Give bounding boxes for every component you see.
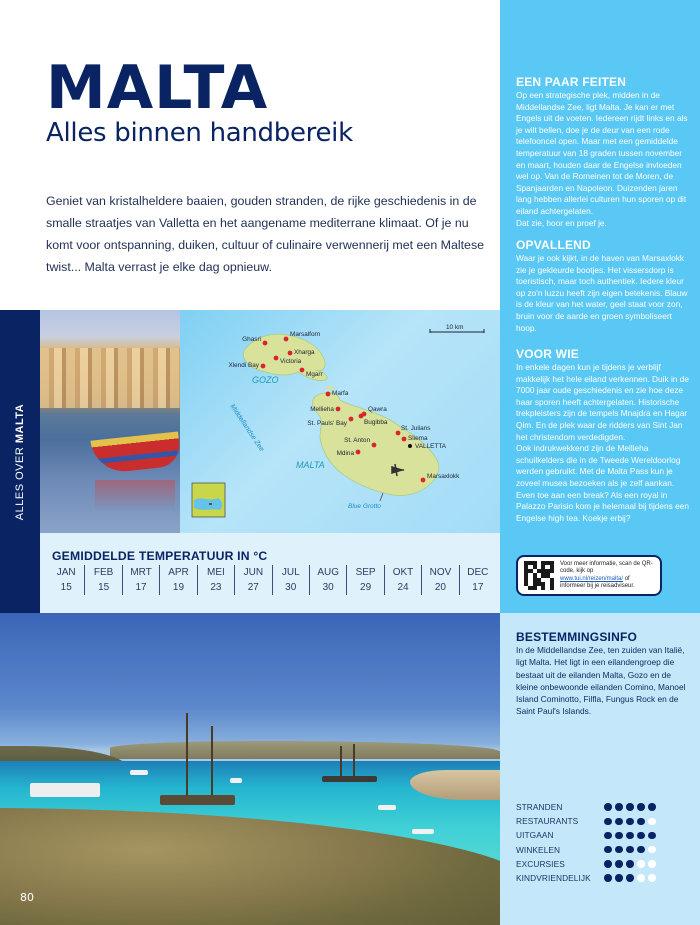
gozo-label: GOZO xyxy=(252,375,279,385)
malta-map xyxy=(180,310,500,533)
temperature-value: 27 xyxy=(247,582,259,593)
motor-boat xyxy=(230,778,242,783)
rating-dot-filled xyxy=(604,874,612,882)
sea-label: Middellandse Zee xyxy=(228,403,266,453)
temperature-value: 30 xyxy=(322,582,334,593)
destination-info-heading: BESTEMMINGSINFO xyxy=(516,630,638,644)
qr-info-text: Voor meer informatie, scan de QR-code, kijk op www.tui.nl/reizen/malta/ of informeer bij je reisadviseur. xyxy=(560,560,653,589)
rating-dot-empty xyxy=(637,860,645,868)
map-place-label: Bugibba xyxy=(364,419,388,426)
temperature-column xyxy=(122,565,159,595)
temperature-value: 17 xyxy=(472,582,484,593)
temperature-month: DEC xyxy=(467,567,489,578)
motor-boat xyxy=(412,829,434,834)
temperature-month: JUL xyxy=(281,567,300,578)
rating-dot-filled xyxy=(615,874,623,882)
ship-mast xyxy=(186,713,188,798)
scale-label: 10 km xyxy=(446,324,464,331)
rating-dots xyxy=(604,818,656,826)
map-place-marker xyxy=(359,414,364,419)
map-place-marker xyxy=(402,437,407,442)
rating-dot-empty xyxy=(648,818,656,826)
ferry-boat xyxy=(30,783,100,797)
map-place-label: Mdina xyxy=(336,450,354,457)
rating-label: RESTAURANTS xyxy=(516,816,579,827)
map-place-marker xyxy=(326,392,331,397)
rating-row xyxy=(516,800,686,814)
temperature-month: MRT xyxy=(130,567,152,578)
temperature-column xyxy=(234,565,271,595)
temperature-month: JUN xyxy=(243,567,264,578)
temperature-column xyxy=(48,565,84,595)
map-place-marker xyxy=(336,407,341,412)
motor-boat xyxy=(378,805,396,810)
map-place-label: Mgarr xyxy=(306,371,323,378)
qr-module xyxy=(550,586,554,590)
motor-boat xyxy=(130,770,148,775)
rating-dot-filled xyxy=(604,860,612,868)
temperature-column xyxy=(459,565,496,595)
temperature-month: SEP xyxy=(355,567,376,578)
map-place-marker xyxy=(421,478,426,483)
temperature-column xyxy=(159,565,196,595)
temperature-value: 17 xyxy=(135,582,147,593)
intro-paragraph: Geniet van kristalheldere baaien, gouden stranden, de rijke geschiedenis in de smalle straatjes van Valletta en het aangename mediterrane klimaat. Of je nu komt voor ontspanning, duiken, cultuur of culinaire verwennerij met een Maltese twist... Malta verrast je elke dag opnieuw. xyxy=(46,194,485,274)
map-place-label: St. Julians xyxy=(401,425,431,432)
fact-block-opvallend xyxy=(516,239,691,334)
temperature-value: 20 xyxy=(434,582,446,593)
blue-grotto-pointer xyxy=(380,493,383,501)
ship-mast xyxy=(211,726,213,798)
rating-dot-filled xyxy=(626,846,634,854)
rating-dot-filled xyxy=(626,874,634,882)
map-place-marker xyxy=(261,364,266,369)
map-place-label: Marfa xyxy=(332,390,349,397)
rating-dot-empty xyxy=(648,874,656,882)
page-number: 80 xyxy=(20,891,34,904)
fact-text: Op een strategische plek, midden in de Middellandse Zee, ligt Malta. Je kan er met Engels uit de voeten. Iedereen rijdt links en als je wilt bellen, doe je de deur van een rode telefooncel open. Maar met een gemiddelde temperatuur van 18 graden tussen november en maart, houden daar de Engelse invloeden wel op. Van de Romeinen tot de Moren, de Spanjaarden en Napoleon. Duizenden jaren lang hebben allerlei culturen hun sporen op dit eiland achtergelaten. Dat zie, hoor en proef je. xyxy=(516,90,688,228)
fact-heading: EEN PAAR FEITEN xyxy=(516,75,627,89)
ratings-list xyxy=(516,800,686,885)
temperature-month: FEB xyxy=(93,567,114,578)
temperature-month: APR xyxy=(168,567,189,578)
map-place-marker xyxy=(372,443,377,448)
temperature-value: 15 xyxy=(98,582,110,593)
temperature-column xyxy=(272,565,309,595)
rating-dots xyxy=(604,832,656,840)
rating-row xyxy=(516,814,686,828)
rating-dot-filled xyxy=(648,832,656,840)
temperature-column xyxy=(421,565,458,595)
rating-dot-filled xyxy=(626,832,634,840)
rating-label: UITGAAN xyxy=(516,830,554,841)
rating-dot-filled xyxy=(626,860,634,868)
map-place-marker xyxy=(356,450,361,455)
rating-dot-empty xyxy=(637,874,645,882)
map-place-label: Marsalforn xyxy=(290,331,321,338)
inset-sea xyxy=(194,498,222,510)
map-place-marker xyxy=(274,356,279,361)
map-place-label: Victoria xyxy=(280,358,302,365)
temperature-heading: GEMIDDELDE TEMPERATUUR IN °C xyxy=(52,549,268,563)
rating-dot-filled xyxy=(626,803,634,811)
rating-dot-empty xyxy=(648,846,656,854)
temperature-column xyxy=(309,565,346,595)
rating-dot-filled xyxy=(615,860,623,868)
sailing-ship xyxy=(160,795,235,805)
page-title: MALTA xyxy=(46,53,269,123)
capital-marker xyxy=(408,444,412,448)
destination-info-text: In de Middellandse Zee, ten zuiden van Italië, ligt Malta. Het ligt in een eilandengroep die bestaat uit de eilanden Malta, Gozo en de kleine onbewoonde eilanden Comino, Manoel Island Cominotto, Filfla, Fungus Rock en de Saint Paul's Islands. xyxy=(516,645,686,717)
temperature-value: 30 xyxy=(285,582,297,593)
rating-dot-filled xyxy=(637,803,645,811)
rating-dot-filled xyxy=(637,818,645,826)
rating-dot-filled xyxy=(626,818,634,826)
map-place-label: Sliema xyxy=(408,435,428,442)
map-place-label: Mellieha xyxy=(310,406,334,413)
capital-label: VALLETTA xyxy=(415,443,447,450)
section-label: ALLES OVER MALTA xyxy=(14,403,26,521)
rating-dot-filled xyxy=(604,846,612,854)
rating-dot-filled xyxy=(615,803,623,811)
rating-dot-filled xyxy=(604,832,612,840)
temperature-month: AUG xyxy=(317,567,339,578)
temperature-value: 24 xyxy=(397,582,409,593)
rating-dots xyxy=(604,860,656,868)
temperature-month: NOV xyxy=(429,567,452,578)
boat-reflection xyxy=(95,480,175,510)
map-place-marker xyxy=(349,417,354,422)
map-place-label: Qawra xyxy=(368,406,387,413)
fact-block-een-paar-feiten xyxy=(516,76,691,229)
sailing-ship xyxy=(322,776,377,782)
rating-dots xyxy=(604,874,656,882)
map-place-label: St. Pauls' Bay xyxy=(307,420,347,427)
rating-dots xyxy=(604,803,656,811)
town-buildings xyxy=(40,348,180,408)
rating-dot-filled xyxy=(615,846,623,854)
rating-dot-filled xyxy=(637,832,645,840)
luzzu-boat xyxy=(90,431,180,474)
temperature-value: 29 xyxy=(360,582,372,593)
rating-label: KINDVRIENDELIJK xyxy=(516,873,591,884)
map-place-marker xyxy=(263,341,268,346)
inset-malta-marker xyxy=(209,503,212,505)
map-place-label: Ghasri xyxy=(242,336,261,343)
temperature-column xyxy=(384,565,421,595)
rating-dot-filled xyxy=(637,846,645,854)
map-place-label: St. Anton xyxy=(344,437,370,444)
rating-dot-filled xyxy=(615,832,623,840)
temperature-month: MEI xyxy=(207,567,225,578)
temperature-column xyxy=(346,565,383,595)
rating-dot-filled xyxy=(648,803,656,811)
fact-text: In enkele dagen kun je tijdens je verblijf makkelijk het hele eiland verkennen. Duik in de 7000 jaar oude geschiedenis en zie hoe deze haar sporen heeft achtergelaten. Historische trekpleisters zijn de tempels Mnajdra en Hagar Qim. En de plek waar de ridders van Sint Jan het christendom verdedigden. Ook indrukwekkend zijn de Mellieha schuilkelders die in de Tweede Wereldoorlog werden gebruikt. Met de Malta Pass kun je zoveel musea bezoeken als je zelf aankan. Even toe aan een break? Als een royal in Palazzo Parisio kom je helemaal bij tijdens een Engelse high tea. Koekje erbij? xyxy=(516,362,689,523)
destination-info xyxy=(516,631,686,717)
temperature-column xyxy=(84,565,121,595)
distant-coast xyxy=(110,741,500,759)
qr-info-box xyxy=(516,555,662,596)
temperature-month: OKT xyxy=(392,567,414,578)
temperature-grid xyxy=(48,565,496,595)
map-place-marker xyxy=(288,351,293,356)
rating-dot-filled xyxy=(604,818,612,826)
fact-text: Waar je ook kijkt, in de haven van Marsaxlokk zie je gekleurde bootjes. Het vissersdorp is toeristisch, maar toch authentiek. Iedere kleur op zo'n luzzu heeft zijn eigen betekenis. Blauw is de kleur van het water, geel staat voor zon, bruin voor de aarde en groen symboliseert hoop. xyxy=(516,253,688,333)
rating-label: WINKELEN xyxy=(516,844,561,855)
map-place-marker xyxy=(396,431,401,436)
fact-heading: OPVALLEND xyxy=(516,238,591,252)
rating-dot-filled xyxy=(604,803,612,811)
map-place-label: Xharga xyxy=(294,349,315,356)
rating-row xyxy=(516,828,686,842)
blue-grotto-label: Blue Grotto xyxy=(348,503,381,510)
map-place-label: Marsaxlokk xyxy=(427,473,460,480)
malta-label: MALTA xyxy=(296,460,325,470)
rating-row xyxy=(516,871,686,885)
blue-lagoon-photo xyxy=(0,613,500,925)
rating-row xyxy=(516,857,686,871)
tui-malta-link[interactable]: www.tui.nl/reizen/malta/ xyxy=(560,575,624,582)
page-subtitle: Alles binnen handbereik xyxy=(46,118,353,148)
temperature-value: 23 xyxy=(210,582,222,593)
temperature-column xyxy=(197,565,234,595)
map-place-marker xyxy=(284,337,289,342)
fact-heading: VOOR WIE xyxy=(516,347,579,361)
map-place-marker xyxy=(300,368,305,373)
rating-dot-filled xyxy=(615,818,623,826)
map-svg xyxy=(180,310,500,533)
rating-row xyxy=(516,843,686,857)
harbour-photo xyxy=(40,310,180,533)
rating-dot-empty xyxy=(648,860,656,868)
temperature-value: 15 xyxy=(60,582,72,593)
qr-code-icon[interactable] xyxy=(524,561,554,591)
rating-label: EXCURSIES xyxy=(516,858,565,869)
rating-dots xyxy=(604,846,656,854)
temperature-month: JAN xyxy=(56,567,76,578)
temperature-value: 19 xyxy=(172,582,185,593)
fact-block-voor-wie xyxy=(516,348,691,524)
rating-label: STRANDEN xyxy=(516,802,563,813)
temperature-table xyxy=(40,533,500,613)
map-place-label: Xlendi Bay xyxy=(228,362,259,369)
